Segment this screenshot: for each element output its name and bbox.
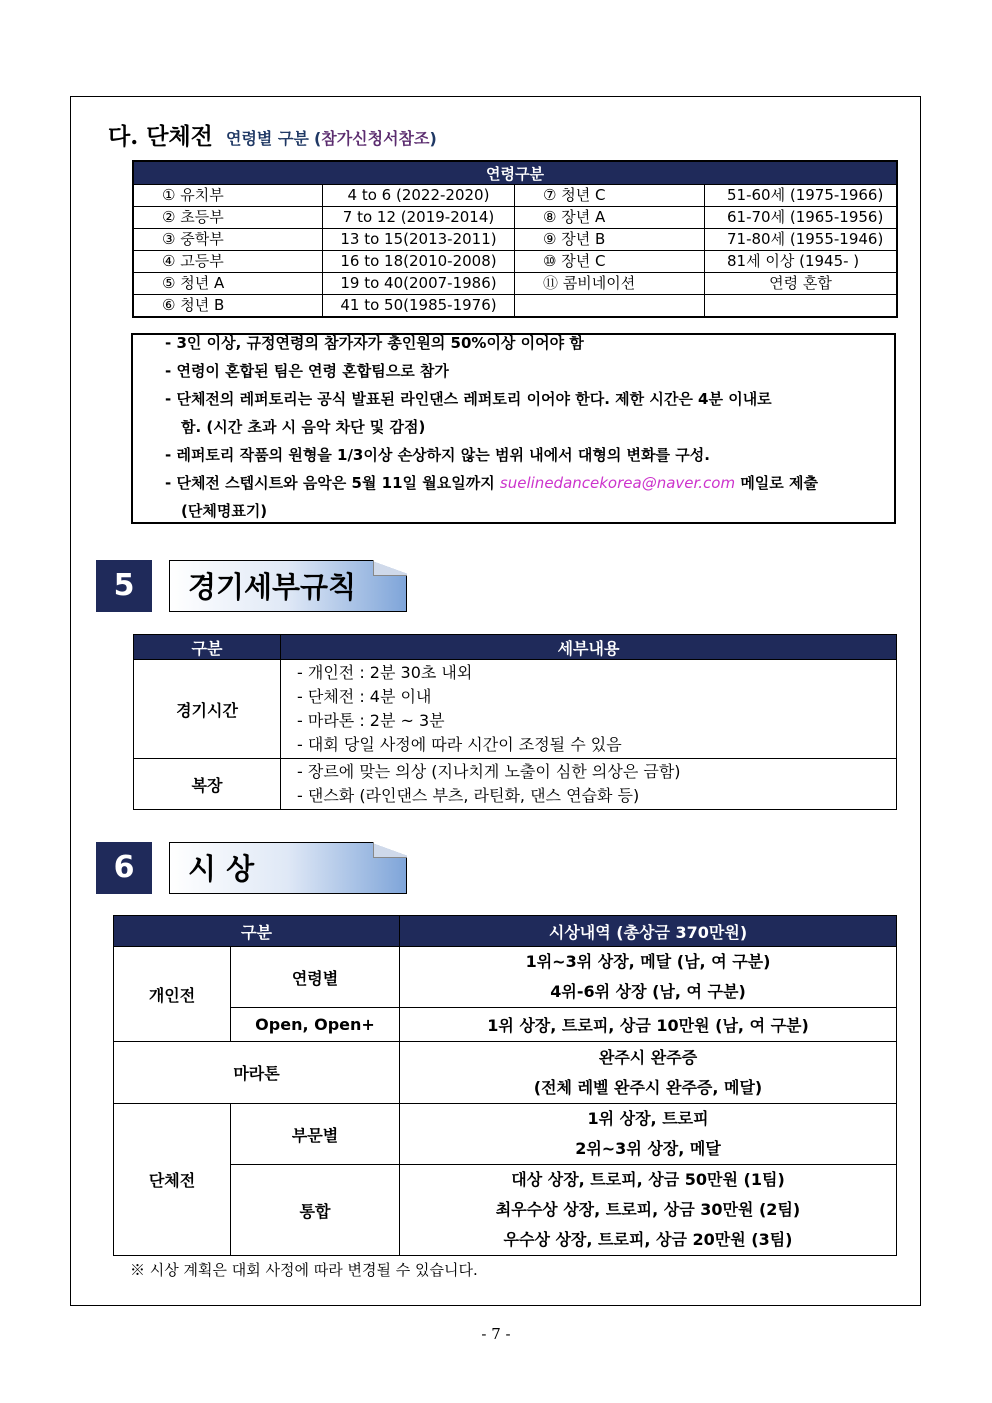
age-cell: 13 to 15(2013-2011)	[323, 229, 515, 251]
awards-marathon-detail	[400, 1042, 897, 1104]
section-da-title	[108, 118, 437, 151]
page-number: - 7 -	[481, 1325, 511, 1343]
awards-division-detail	[400, 1104, 897, 1165]
team-notes-box	[131, 333, 896, 524]
awards-header-detail: 시상내역 (총상금 370만원)	[400, 916, 897, 947]
table-row	[114, 1042, 897, 1104]
note-line: - 단체전의 레퍼토리는 공식 발표된 라인댄스 레퍼토리 이어야 한다. 제한 시간은 4분 이내로	[165, 390, 772, 408]
section-5-number: 5	[96, 560, 152, 612]
note-line: (단체명표기)	[181, 502, 268, 520]
age-cell: ⑦ 청년 C	[515, 185, 705, 207]
age-cell: 19 to 40(2007-1986)	[323, 273, 515, 295]
section-5-title-box	[169, 560, 407, 612]
awards-individual: 개인전	[114, 947, 231, 1042]
awards-open-category: Open, Open+	[231, 1008, 400, 1042]
age-cell: ④ 고등부	[134, 251, 323, 273]
age-table	[133, 161, 897, 317]
note-text: 메일로 제출	[735, 474, 818, 492]
table-row	[114, 1104, 897, 1165]
ref-close-paren: )	[429, 129, 437, 148]
awards-footnote: ※ 시상 계획은 대회 사정에 따라 변경될 수 있습니다.	[130, 1261, 478, 1279]
fold-corner-icon	[373, 842, 407, 858]
note-line: - 레퍼토리 작품의 원형을 1/3이상 손상하지 않는 범위 내에서 대형의 변화를 구성.	[165, 446, 710, 464]
table-row	[134, 185, 897, 207]
section-6-title: 시 상	[188, 852, 255, 886]
note-line-email	[165, 472, 894, 500]
age-cell	[515, 295, 705, 317]
award-line: 대상 상장, 트로피, 상금 50만원 (1팀)	[511, 1170, 785, 1189]
rules-value-time	[281, 660, 897, 759]
list-item: - 단체전 : 4분 이내	[297, 687, 432, 706]
table-row	[134, 207, 897, 229]
section-5-title: 경기세부규칙	[188, 570, 357, 604]
table-row	[134, 295, 897, 317]
age-cell: ⑥ 청년 B	[134, 295, 323, 317]
note-line: - 3인 이상, 규정연령의 참가자가 총인원의 50%이상 이어야 함	[165, 334, 584, 352]
award-line: 완주시 완주증	[598, 1047, 698, 1067]
table-row	[114, 947, 897, 1008]
table-row	[114, 1008, 897, 1042]
note-text: - 단체전 스텝시트와 음악은 5월 11일 월요일까지	[165, 474, 500, 492]
email-link[interactable]: suelinedancekorea@naver.com	[499, 474, 736, 492]
section-6-number: 6	[96, 842, 152, 894]
awards-marathon: 마라톤	[114, 1042, 400, 1104]
age-cell: 7 to 12 (2019-2014)	[323, 207, 515, 229]
awards-division-category: 부문별	[231, 1104, 400, 1165]
rules-value-dress	[281, 759, 897, 810]
age-cell: ② 초등부	[134, 207, 323, 229]
table-row	[114, 1165, 897, 1256]
section-da-heading: 다. 단체전	[108, 123, 213, 150]
awards-age-detail	[400, 947, 897, 1008]
award-line: 우수상 상장, 트로피, 상금 20만원 (3팀)	[503, 1230, 793, 1249]
age-table-header: 연령구분	[134, 162, 897, 185]
ref-open-paren: (	[313, 129, 322, 148]
section-6-title-box	[169, 842, 407, 894]
list-item: - 마라톤 : 2분 ~ 3분	[297, 711, 445, 730]
age-cell: 61-70세 (1965-1956)	[705, 207, 897, 229]
age-cell: 4 to 6 (2022-2020)	[323, 185, 515, 207]
list-item: - 장르에 맞는 의상 (지나치게 노출이 심한 의상은 금함)	[297, 762, 681, 781]
awards-total-category: 통합	[231, 1165, 400, 1256]
fold-corner-icon	[373, 560, 407, 576]
award-line: 4위-6위 상장 (남, 여 구분)	[550, 982, 746, 1001]
age-cell: ③ 중학부	[134, 229, 323, 251]
table-row	[134, 759, 897, 810]
age-cell	[705, 295, 897, 317]
awards-open-detail: 1위 상장, 트로피, 상금 10만원 (남, 여 구분)	[400, 1008, 897, 1042]
list-item: - 댄스화 (라인댄스 부츠, 라틴화, 댄스 연습화 등)	[297, 786, 640, 805]
age-cell: 81세 이상 (1945- )	[705, 251, 897, 273]
rules-key-dress: 복장	[134, 759, 281, 810]
awards-total-detail	[400, 1165, 897, 1256]
age-cell: ⑤ 청년 A	[134, 273, 323, 295]
age-cell: 16 to 18(2010-2008)	[323, 251, 515, 273]
note-line: - 연령이 혼합된 팀은 연령 혼합팀으로 참가	[165, 362, 449, 380]
award-line: 1위 상장, 트로피	[587, 1109, 709, 1128]
age-cell: 41 to 50(1985-1976)	[323, 295, 515, 317]
age-cell: 51-60세 (1975-1966)	[705, 185, 897, 207]
table-row	[134, 660, 897, 759]
table-row	[134, 251, 897, 273]
rules-key-time: 경기시간	[134, 660, 281, 759]
age-cell: 연령 혼합	[705, 273, 897, 295]
awards-team: 단체전	[114, 1104, 231, 1256]
age-cell: 71-80세 (1955-1946)	[705, 229, 897, 251]
awards-table	[113, 915, 897, 1256]
note-line: 함. (시간 초과 시 음악 차단 및 감점)	[181, 418, 426, 436]
age-cell: ① 유치부	[134, 185, 323, 207]
award-line: (전체 레벨 완주시 완주증, 메달)	[533, 1077, 763, 1097]
list-item: - 대회 당일 사정에 따라 시간이 조정될 수 있음	[297, 735, 622, 754]
award-line: 최우수상 상장, 트로피, 상금 30만원 (2팀)	[495, 1200, 801, 1219]
age-cell: ⑪ 콤비네이션	[515, 273, 705, 295]
awards-age-category: 연령별	[231, 947, 400, 1008]
ref-text: 참가신청서참조	[321, 129, 430, 148]
table-row	[134, 229, 897, 251]
award-line: 2위~3위 상장, 메달	[575, 1139, 721, 1158]
table-row	[134, 273, 897, 295]
rules-header-category: 구분	[134, 635, 281, 660]
award-line: 1위~3위 상장, 메달 (남, 여 구분)	[525, 952, 771, 971]
rules-table	[133, 634, 897, 810]
age-cell: ⑨ 장년 B	[515, 229, 705, 251]
age-cell: ⑩ 장년 C	[515, 251, 705, 273]
rules-header-detail: 세부내용	[281, 635, 897, 660]
age-cell: ⑧ 장년 A	[515, 207, 705, 229]
section-da-subtitle: 연령별 구분	[225, 129, 309, 148]
awards-header-category: 구분	[114, 916, 400, 947]
list-item: - 개인전 : 2분 30초 내외	[297, 663, 473, 682]
